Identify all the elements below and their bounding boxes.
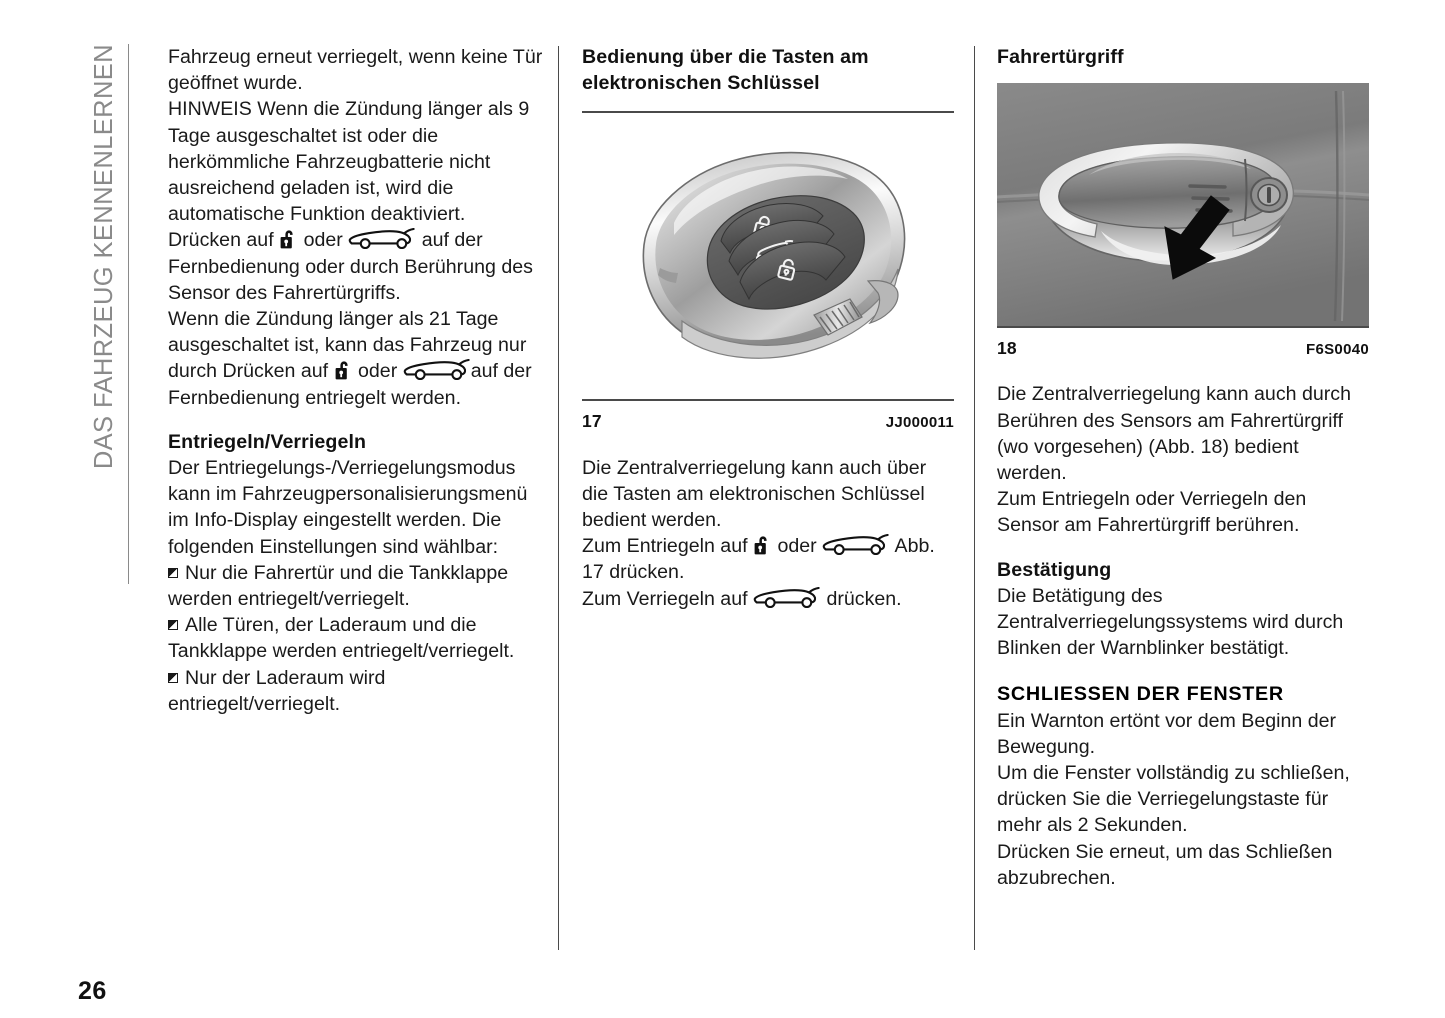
c3-paragraph-2: Zum Entriegeln oder Verriegeln den Sensor am Fahrertürgriff berühren. [997,488,1307,537]
square-bullet-icon [168,620,178,630]
c1-p3-text-a: Drücken auf [168,229,274,252]
c3-paragraph-4: Ein Warnton ertönt vor dem Beginn der Bewegung. [997,709,1337,758]
figure-bottom-rule [997,326,1369,328]
c2-p2-text-c: Abb. 17 drücken. [582,535,935,584]
column-one [168,44,543,717]
c1-paragraph-2: HINWEIS Wenn die Zündung länger als 9 Tage ausgeschaltet ist oder die herkömmliche Fahrzeugbatterie nicht ausreichend geladen ist, wird die automatische Funktion deaktiviert. [168,98,530,226]
figure-17 [582,111,954,436]
c1-p3-text-c: auf der Fernbedienung oder durch Berührung des Sensor des Fahrertürgriffs. [168,229,533,304]
key-fob-illustration [582,113,954,399]
c3-paragraph-5: Um die Fenster vollständig zu schließen, drücken Sie die Verriegelungstaste für mehr als 2 Sekunden. [997,762,1350,837]
c3-heading-schliessen: SCHLIESSEN DER FENSTER [997,683,1284,706]
c2-paragraph-2 [582,533,954,585]
c1-p4-text-b: oder [358,360,398,383]
door-handle-photo [997,83,1369,326]
lock-open-icon [279,228,298,250]
c3-paragraph-6: Drücken Sie erneut, um das Schließen abzubrechen. [997,840,1333,889]
figure-code: F6S0040 [1306,341,1369,359]
figure-18-caption [997,335,1369,363]
running-head-label: DAS FAHRZEUG KENNENLERNEN [89,44,118,470]
car-silhouette-icon [753,587,821,609]
car-silhouette-icon [822,534,890,556]
lock-open-icon [753,534,772,556]
square-bullet-icon [168,568,178,578]
list-item [168,665,543,717]
c3-paragraph-1: Die Zentralverriegelung kann auch durch Berühren des Sensors am Fahrertürgriff (wo vorgesehen) (Abb. 18) bedient werden. [997,383,1351,485]
figure-number: 17 [582,411,602,432]
page-number: 26 [78,977,107,1005]
column-three [997,44,1369,891]
c1-p3-text-b: oder [303,229,343,252]
c3-heading: Fahrertürgriff [997,46,1124,68]
car-silhouette-icon [403,359,471,381]
figure-bottom-rule [582,399,954,401]
c1-paragraph-4 [168,306,543,411]
c1-heading-entriegeln: Entriegeln/Verriegeln [168,430,367,453]
column-two [582,44,954,612]
running-head [78,44,132,584]
running-head-rule [128,44,129,584]
list-item [168,560,543,612]
c1-paragraph-3 [168,227,543,306]
column-divider-2 [974,46,975,950]
c2-p2-text-a: Zum Entriegeln auf [582,535,748,558]
c1-paragraph-5: Der Entriegelungs-/Verriegelungsmodus kann im Fahrzeugpersonalisierungsmenü im Info-Display eingestellt werden. Die folgenden Einstellungen sind wählbar: [168,457,528,558]
c3-paragraph-3: Die Betätigung des Zentralverriegelungssystems wird durch Blinken der Warnblinker bestätigt. [997,584,1344,660]
car-silhouette-icon [348,228,416,250]
column-divider-1 [558,46,559,950]
c1-p4-text-a: Wenn die Zündung länger als 21 Tage ausgeschaltet ist, kann das Fahrzeug nur durch Drücken auf [168,308,527,383]
lock-open-icon [334,359,353,381]
c1-paragraph-1: Fahrzeug erneut verriegelt, wenn keine Tür geöffnet wurde. [168,46,543,95]
figure-code: JJ000011 [885,414,954,432]
c3-heading-bestaetigung: Bestätigung [997,558,1112,581]
c2-p3-text-b: drücken. [826,587,902,610]
bullet-text: Nur die Fahrertür und die Tankklappe werden entriegelt/verriegelt. [168,561,509,611]
c2-paragraph-1: Die Zentralverriegelung kann auch über die Tasten am elektronischen Schlüssel bedient werden. [582,456,927,532]
c1-p4-text-c: auf der Fernbedienung entriegelt werden. [168,360,532,409]
figure-17-caption [582,408,954,436]
list-item [168,612,543,664]
figure-18 [997,83,1369,363]
bullet-text: Nur der Laderaum wird entriegelt/verriegelt. [168,666,386,715]
c2-p3-text-a: Zum Verriegeln auf [582,587,748,610]
c2-paragraph-3 [582,586,954,612]
square-bullet-icon [168,673,178,683]
c2-p2-text-b: oder [777,535,817,558]
bullet-text: Alle Türen, der Laderaum und die Tankklappe werden entriegelt/verriegelt. [168,614,515,663]
figure-number: 18 [997,338,1017,359]
c2-heading: Bedienung über die Tasten am elektronischen Schlüssel [582,46,869,95]
